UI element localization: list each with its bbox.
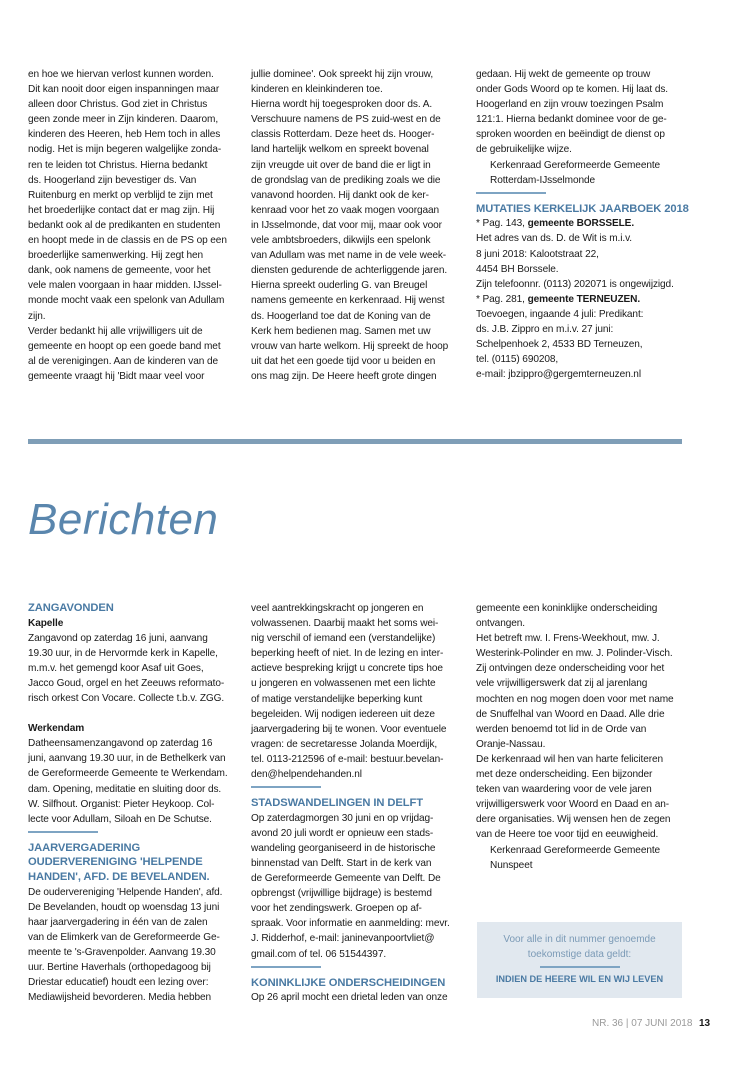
text-line: u jongeren en volwassenen met een lichte: [251, 678, 436, 690]
kapelle-text: [28, 631, 240, 706]
text-line: van de Heere toe voor tijd en eeuwigheid.: [476, 829, 659, 841]
text-line: en hoopt mede in de classis en de PS op een: [28, 235, 227, 247]
text-line: Oranje-Nassau.: [476, 738, 546, 750]
werkendam-subheading: Werkendam: [28, 723, 85, 735]
text-line: JAARVERGADERING: [28, 841, 141, 854]
text-line: ontvangen.: [476, 618, 525, 630]
mutaties-entry-terneuzen: * Pag. 281, gemeente TERNEUZEN.: [476, 293, 641, 305]
text-line: sproken woorden en beëindigt de dienst op: [476, 129, 665, 141]
text-line: jaarvergadering bij te wonen. Voor eventuele: [251, 723, 447, 735]
text-line: classis Rotterdam. Deze heet ds. Hooger-: [251, 129, 435, 141]
text-line: nodig. Het is mijn begeren walgelijke zonda-: [28, 144, 222, 156]
text-line: Jacco Goud, orgel en het Zeeuws reformato-: [28, 677, 225, 689]
text-line: 8 juni 2018: Kalootstraat 22,: [476, 248, 599, 260]
text-line: toekomstige data geldt:: [527, 949, 632, 960]
text-line: juni, aanvang 19.30 uur, in de Bethelkerk van: [28, 753, 226, 765]
text-line: vrouw van harte welkom. Hij spreekt de hoop: [251, 340, 449, 352]
text-line: het broederlijke contact dat er mag zijn. Hij: [28, 204, 215, 216]
text-line: Nunspeet: [490, 859, 533, 871]
kapelle-subheading: Kapelle: [28, 617, 64, 629]
text-line: kenraad voor het zo vaak mogen voorgaan: [251, 204, 440, 216]
text-line: de grondslag van de prediking zoals we die: [251, 174, 441, 186]
top-col2-text: [251, 67, 463, 384]
text-line: zijn.: [28, 310, 46, 322]
text-line: Mediawijsheid bevorderen. Media hebben: [28, 992, 212, 1004]
text-line: broederlijke samenwerking. Hij zegt hen: [28, 250, 204, 262]
text-line: namens gemeente en kerkenraad. Hij wenst: [251, 295, 445, 307]
section-divider: [28, 439, 682, 444]
bottom-column-1: [28, 601, 240, 1005]
text-line: beperking heeft of niet. In de lezing en inter-: [251, 648, 444, 660]
text-line: jullie dominee'. Ook spreekt hij zijn vrouw,: [251, 69, 434, 80]
mutaties-terneuzen-text: [476, 307, 691, 382]
text-line: Zangavond op zaterdag 16 juni, aanvang: [28, 632, 208, 644]
text-line: Rotterdam-IJsselmonde: [490, 174, 596, 186]
text-line: De Bevelanden, houdt op woensdag 13 juni: [28, 901, 220, 913]
bottom-column-3: [476, 601, 691, 873]
text-line: dam. Opening, meditatie en sluiting door ds.: [28, 783, 222, 795]
section-rule: [251, 966, 321, 968]
text-line: 121:1. Hierna bedankt dominee voor de ge-: [476, 114, 667, 126]
text-line: gedaan. Hij wekt de gemeente op trouw: [476, 69, 651, 80]
top-column-2: [251, 67, 463, 384]
text-line: den@helpendehanden.nl: [251, 769, 362, 781]
mutaties-borssele-text: [476, 231, 691, 291]
text-line: Op zaterdagmorgen 30 juni en op vrijdag-: [251, 812, 434, 824]
text-line: veel aantrekkingskracht op jongeren en: [251, 603, 424, 614]
text-line: Toevoegen, ingaande 4 juli: Predikant:: [476, 308, 644, 320]
text-line: uit dat het een goede tijd voor u beiden en: [251, 355, 436, 367]
text-line: de Gereformeerde Gemeente te Werkendam.: [28, 768, 228, 780]
info-box-rule: [540, 966, 620, 968]
text-line: vanavond hoorden. Hij dankt ook de ker-: [251, 189, 429, 201]
werkendam-text: [28, 736, 240, 827]
text-line: uur. Bertine Haverhals (orthopedagoog bij: [28, 962, 211, 974]
text-line: vele ambtsbroeders, dikwijls een spelonk: [251, 235, 431, 247]
onderscheidingen-text: [251, 990, 463, 1005]
text-line: vele malen voorgaan in haar midden. IJssel-: [28, 280, 222, 292]
text-line: vele vrijwilligerswerk dat zij al jarenlang: [476, 678, 648, 690]
text-line: opbrengst (vrijwillige bijdrage) is bestemd: [251, 888, 432, 900]
text-line: avond 20 juli wordt er opnieuw een stads-: [251, 827, 434, 839]
text-line: kinderen des Heeren, heb Hem toch in alles: [28, 129, 221, 141]
jaarvergadering-text: [28, 885, 240, 1006]
info-box-text: [477, 932, 682, 962]
text-line: Schelpenhoek 2, 4533 BD Terneuzen,: [476, 339, 643, 351]
text-line: dank, ook namens de gemeente, voor het: [28, 265, 211, 277]
text-line: en hoe we hiervan verlost kunnen worden.: [28, 69, 214, 80]
text-line: tel. 0113-212596 of e-mail: bestuur.bevelan-: [251, 753, 444, 765]
text-line: ds. J.B. Zippro en m.i.v. 27 juni:: [476, 324, 614, 335]
text-line: gmail.com of tel. 06 51544397.: [251, 948, 387, 960]
mutaties-entry-borssele: * Pag. 143, gemeente BORSSELE.: [476, 218, 635, 230]
zangavonden-heading: ZANGAVONDEN: [28, 602, 114, 614]
text-line: nig verschil of iemand een (verstandelijke): [251, 633, 436, 645]
page-title: Berichten: [28, 495, 219, 544]
text-line: Hierna spreekt ouderling G. van Breugel: [251, 280, 428, 292]
text-line: Zijn telefoonnr. (0113) 202071 is ongewijzigd.: [476, 278, 674, 290]
text-line: De oudervereniging 'Helpende Handen', afd.: [28, 886, 223, 898]
text-line: lecte voor Adullam, Siloah en De Schutse.: [28, 813, 212, 825]
text-line: zijn vreugde uit over de band die er ligt in: [251, 159, 431, 171]
text-line: Driestar educatief) houdt een lezing over:: [28, 977, 209, 989]
text-line: Voor alle in dit nummer genoemde: [503, 934, 656, 945]
stadswandelingen-heading: STADSWANDELINGEN IN DELFT: [251, 797, 423, 810]
text-line: ons mag zijn. De Heere heeft grote dingen: [251, 370, 437, 382]
text-line: Zij ontvingen deze onderscheiding voor het: [476, 663, 665, 675]
text-line: werden benoemd tot lid in de Orde van: [476, 723, 647, 735]
text-line: onder Gods Woord op te komen. Hij laat ds.: [476, 84, 668, 96]
info-box-label: INDIEN DE HEERE WIL EN WIJ LEVEN: [495, 974, 664, 984]
text-line: gemeente vraagt hij 'Bidt maar veel voor: [28, 370, 205, 382]
text-line: De kerkenraad wil hen van harte feliciteren: [476, 753, 664, 765]
onderscheidingen-signature: [476, 843, 691, 873]
text-line: actieve bespreking krijgt u concrete tips hoe: [251, 663, 443, 675]
text-line: volwassenen. Daarbij maakt het soms wei-: [251, 618, 439, 630]
onderscheidingen-heading: KONINKLIJKE ONDERSCHEIDINGEN: [251, 976, 446, 989]
jaarvergadering-heading: [28, 841, 240, 885]
text-line: Kerkenraad Gereformeerde Gemeente: [490, 159, 661, 171]
text-line: Ruitenburg en merkt op verblijd te zijn met: [28, 189, 213, 201]
top-col3-signature: [476, 158, 691, 188]
text-line: Datheensamenzangavond op zaterdag 16: [28, 738, 213, 750]
text-line: dere organisaties. Wij wensen hen de zegen: [476, 814, 671, 826]
text-line: monde mocht vaak een spelonk van Adullam: [28, 295, 225, 307]
section-rule: [476, 192, 546, 194]
text-line: vrijwilligerswerk voor Woord en Daad en an-: [476, 799, 669, 811]
stadswandelingen-text: [251, 811, 463, 962]
mutaties-heading: MUTATIES KERKELIJK JAARBOEK 2018: [476, 202, 689, 215]
text-line: teken van waardering voor de vele jaren: [476, 784, 652, 796]
text-line: al de verenigingen. Aan de kinderen van de: [28, 355, 218, 367]
text-line: 4454 BH Borssele.: [476, 263, 559, 275]
top-column-3: [476, 67, 691, 382]
text-line: of matige verstandelijke beperking kunt: [251, 693, 423, 705]
text-line: van Adullam was met name in de vele week-: [251, 250, 447, 262]
text-line: wandeling georganiseerd in de historische: [251, 842, 436, 854]
text-line: risch orkest Con Vocare. Collecte t.b.v. ZGG.: [28, 693, 225, 705]
text-line: Westerink-Polinder en mw. J. Polinder-Visch.: [476, 648, 673, 660]
bottom-column-2: [251, 601, 463, 1005]
text-line: W. Silfhout. Organist: Pieter Heykoop. Col-: [28, 798, 215, 810]
text-line: Het adres van ds. D. de Wit is m.i.v.: [476, 233, 632, 245]
jaarvergadering-text-continued: [251, 601, 463, 782]
text-line: mochten en nog mogen doen voor met name: [476, 693, 674, 705]
text-line: Verder bedankt hij alle vrijwilligers uit de: [28, 325, 203, 337]
text-line: J. Ridderhof, e-mail: janinevanpoortvliet@: [251, 933, 435, 945]
top-col1-text: [28, 67, 238, 384]
page-number: 13: [699, 1018, 711, 1029]
text-line: spraak. Voor informatie en aanmelding: mevr.: [251, 918, 450, 930]
text-line: haar jaarvergadering in één van de zalen: [28, 916, 208, 928]
text-line: voor het zendingswerk. Groepen op af-: [251, 903, 422, 915]
text-line: gemeente een koninklijke onderscheiding: [476, 603, 658, 614]
text-line: Kerk hem bedienen mag. Samen met uw: [251, 325, 431, 337]
text-line: vragen: de secretaresse Jolanda Moerdijk,: [251, 738, 438, 750]
text-line: ds. Hoogerland toe dat de Koning van de: [251, 310, 431, 322]
text-line: ds. Hoogerland zijn bevestiger ds. Van: [28, 174, 197, 186]
text-line: in IJsselmonde, dat voor mij, maar ook voor: [251, 219, 442, 231]
text-line: de gebruikelijke wijze.: [476, 144, 572, 156]
text-line: diensten gedurende de achterliggende jaren.: [251, 265, 448, 277]
text-line: Kerkenraad Gereformeerde Gemeente: [490, 844, 661, 856]
text-line: Op 26 april mocht een drietal leden van onze: [251, 992, 448, 1004]
text-line: van de Elimkerk van de Gereformeerde Ge-: [28, 931, 220, 943]
text-line: Hoogerland en zijn vrouw toezingen Psalm: [476, 99, 664, 111]
text-line: m.m.v. het gemengd koor Asaf uit Goes,: [28, 662, 204, 674]
issue-info: NR. 36 | 07 JUNI 2018: [592, 1018, 693, 1029]
top-column-1: [28, 67, 238, 384]
text-line: met deze onderscheiding. Een bijzonder: [476, 769, 653, 781]
text-line: ren te leiden tot Christus. Hierna bedankt: [28, 159, 208, 171]
text-line: land hartelijk welkom en spreekt bovenal: [251, 144, 429, 156]
text-line: tel. (0115) 690208,: [476, 354, 559, 366]
text-line: e-mail: jbzippro@gergemterneuzen.nl: [476, 369, 641, 381]
text-line: Verschuure namens de PS zuid-west en de: [251, 114, 441, 126]
onderscheidingen-text-continued: [476, 601, 691, 843]
text-line: Hierna wordt hij toegesproken door ds. A.: [251, 99, 433, 111]
text-line: kinderen en kleinkinderen toe.: [251, 84, 383, 96]
text-line: gemeente en hoopt op een goede band met: [28, 340, 221, 352]
section-rule: [251, 786, 321, 788]
text-line: meente te 's-Gravenpolder. Aanvang 19.30: [28, 946, 216, 958]
text-line: begeleiden. Wij nodigen iedereen uit deze: [251, 708, 435, 720]
text-line: OUDERVERENIGING 'HELPENDE: [28, 856, 203, 869]
text-line: alleen door Christus. God ziet in Christus: [28, 99, 208, 111]
info-box: [477, 922, 682, 998]
text-line: de Snuffelhal van Woord en Daad. Alle drie: [476, 708, 665, 720]
text-line: HANDEN', AFD. DE BEVELANDEN.: [28, 871, 210, 883]
text-line: Dit kan nooit door eigen inspanningen maar: [28, 84, 220, 96]
text-line: Het betreft mw. I. Frens-Weekhout, mw. J.: [476, 633, 660, 645]
section-rule: [28, 831, 98, 833]
text-line: 19.30 uur, in de Hervormde kerk in Kapelle,: [28, 647, 218, 659]
text-line: geen zonde meer in Zijn kinderen. Daarom,: [28, 114, 219, 126]
text-line: de Gereformeerde Gemeente van Delft. De: [251, 873, 441, 885]
text-line: binnenstad van Delft. Start in de kerk van: [251, 858, 432, 869]
top-col3-text: [476, 67, 691, 158]
text-line: bedankt ook al de predikanten en studenten: [28, 219, 221, 231]
